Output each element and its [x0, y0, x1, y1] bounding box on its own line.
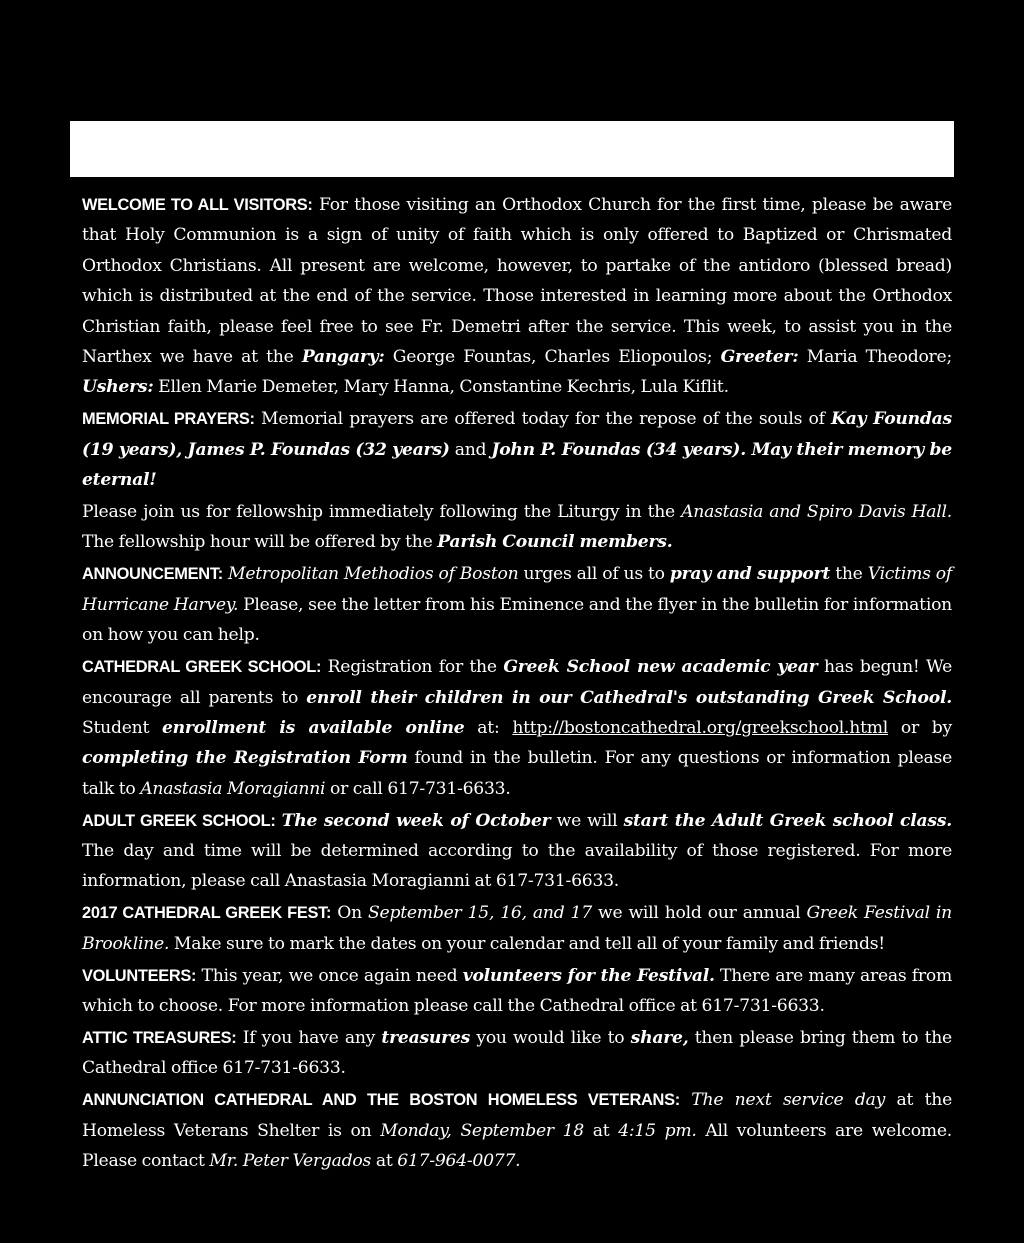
- greeter-label: Greeter:: [720, 347, 799, 368]
- adult-school-paragraph: ADULT GREEK SCHOOL: The second week of October we will start the Adult Greek school class. The day and time will be determined according to the availability of those registered. For more information, please call Anastasia Moragianni at 617-731-6633.: [82, 810, 952, 892]
- greek-fest-paragraph: 2017 CATHEDRAL GREEK FEST: On September 15, 16, and 17 we will hold our annual Greek Festival in Brookline. Make sure to mark the dates on your calendar and tell all of your family and friends!: [82, 903, 952, 954]
- visitors-heading: WELCOME TO ALL VISITORS:: [82, 196, 313, 214]
- volunteers-paragraph: VOLUNTEERS: This year, we once again need volunteers for the Festival. There are many areas from which to choose. For more information please call the Cathedral office at 617-731-6633.: [82, 965, 953, 1017]
- announcement-heading: ANNOUNCEMENT:: [82, 565, 223, 584]
- ushers-label: Ushers:: [82, 377, 154, 398]
- header-bar: [70, 121, 954, 177]
- greek-school-heading: CATHEDRAL GREEK SCHOOL:: [82, 658, 322, 677]
- adult-school-heading: ADULT GREEK SCHOOL:: [82, 811, 276, 830]
- greek-fest-heading: 2017 CATHEDRAL GREEK FEST:: [82, 904, 332, 923]
- veterans-paragraph: ANNUNCIATION CATHEDRAL AND THE BOSTON HOMELESS VETERANS: The next service day at the Homeless Veterans Shelter is on Monday, September 18 at 4:15 pm. All volunteers are welcome. Please contact Mr. Peter Vergados at 617-964-0077.: [82, 1090, 952, 1172]
- pangary-label: Pangary:: [301, 347, 385, 368]
- bulletin-announcements: [82, 190, 952, 1178]
- volunteers-heading: VOLUNTEERS:: [82, 966, 197, 985]
- greek-school-link[interactable]: http://bostoncathedral.org/greekschool.html: [512, 717, 889, 738]
- announcement-paragraph: ANNOUNCEMENT: Metropolitan Methodios of Boston urges all of us to pray and support the Victims of Hurricane Harvey. Please, see the letter from his Eminence and the flyer in the bulletin for information on how you can help.: [82, 564, 953, 646]
- greek-school-paragraph: CATHEDRAL GREEK SCHOOL: Registration for the Greek School new academic year has begun! We encourage all parents to enroll their children in our Cathedral's outstanding Greek School. Student enrollment is available online at: http://bostoncathedral.org/greekschool.html or by completing the Registration Form found in the bulletin. For any questions or information please talk to Anastasia Moragianni or call 617-731-6633.: [82, 657, 952, 799]
- memorial-heading: MEMORIAL PRAYERS:: [82, 410, 255, 429]
- veterans-heading: ANNUNCIATION CATHEDRAL AND THE BOSTON HOMELESS VETERANS:: [82, 1091, 680, 1110]
- fellowship-paragraph: Please join us for fellowship immediately following the Liturgy in the Anastasia and Spiro Davis Hall. The fellowship hour will be offered by the Parish Council members.: [82, 502, 952, 553]
- attic-paragraph: ATTIC TREASURES: If you have any treasures you would like to share, then please bring them to the Cathedral office 617-731-6633.: [82, 1027, 952, 1079]
- attic-heading: ATTIC TREASURES:: [82, 1028, 237, 1047]
- memorial-paragraph: MEMORIAL PRAYERS: Memorial prayers are offered today for the repose of the souls of Kay Foundas (19 years), James P. Foundas (32 years) and John P. Foundas (34 years). May their memory be eternal!: [82, 409, 952, 491]
- visitors-paragraph: WELCOME TO ALL VISITORS: For those visiting an Orthodox Church for the first time, please be aware that Holy Communion is a sign of unity of faith which is only offered to Baptized or Chrismated Orthodox Christians. All present are welcome, however, to partake of the antidoro (blessed bread) which is distributed at the end of the service. Those interested in learning more about the Orthodox Christian faith, please feel free to see Fr. Demetri after the service. This week, to assist you in the Narthex we have at the Pangary: George Fountas, Charles Eliopoulos; Greeter: Maria Theodore; Ushers: Ellen Marie Demeter, Mary Hanna, Constantine Kechris, Lula Kiflit.: [82, 195, 952, 398]
